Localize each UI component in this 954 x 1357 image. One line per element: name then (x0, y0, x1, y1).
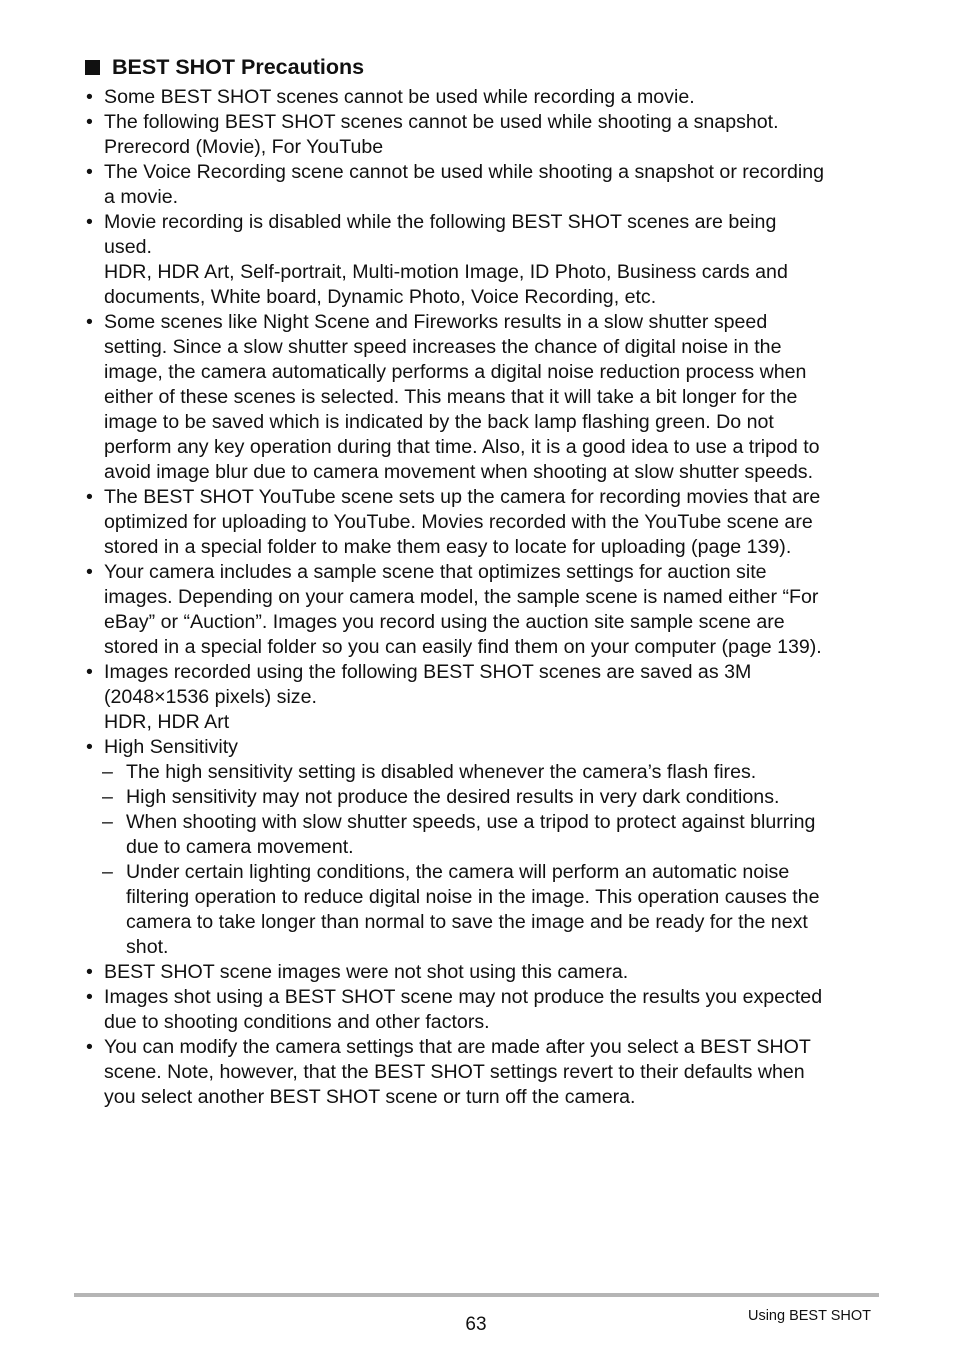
item-text: Movie recording is disabled while the following BEST SHOT scenes are being (104, 211, 777, 233)
item-text: filtering operation to reduce digital noise in the image. This operation causes the (126, 886, 820, 908)
item-text: setting. Since a slow shutter speed increases the chance of digital noise in the (104, 336, 782, 358)
list-item (86, 1035, 886, 1110)
item-text: Images recorded using the following BEST SHOT scenes are saved as 3M (104, 661, 752, 683)
list-item (86, 210, 886, 310)
precautions-list (86, 85, 886, 1110)
dash-marker: – (102, 861, 113, 883)
list-item (86, 960, 886, 985)
item-text: HDR, HDR Art (104, 711, 230, 733)
item-text: (2048×1536 pixels) size. (104, 686, 317, 708)
item-text: image to be saved which is indicated by the back lamp flashing green. Do not (104, 411, 774, 433)
bullet-marker: • (86, 111, 93, 133)
bullet-marker: • (86, 986, 93, 1008)
bullet-marker: • (86, 1036, 93, 1058)
bullet-marker: • (86, 311, 93, 333)
footer-divider (74, 1293, 879, 1297)
sub-list-item (86, 785, 886, 810)
item-text: avoid image blur due to camera movement when shooting at slow shutter speeds. (104, 461, 814, 483)
sub-list-item (86, 810, 886, 860)
bullet-marker: • (86, 161, 93, 183)
item-text: stored in a special folder to make them easy to locate for uploading (page 139). (104, 536, 792, 558)
list-item (86, 85, 886, 110)
item-text: The BEST SHOT YouTube scene sets up the camera for recording movies that are (104, 486, 821, 508)
list-item (86, 660, 886, 735)
list-item (86, 160, 886, 210)
list-item (86, 110, 886, 160)
bullet-marker: • (86, 211, 93, 233)
sub-list-item (86, 860, 886, 960)
item-text: optimized for uploading to YouTube. Movies recorded with the YouTube scene are (104, 511, 813, 533)
item-text: used. (104, 236, 152, 258)
item-text: scene. Note, however, that the BEST SHOT settings revert to their defaults when (104, 1061, 805, 1083)
item-text: image, the camera automatically performs a digital noise reduction process when (104, 361, 807, 383)
item-text: Your camera includes a sample scene that optimizes settings for auction site (104, 561, 767, 583)
item-text: camera to take longer than normal to save the image and be ready for the next (126, 911, 808, 933)
item-text: High sensitivity may not produce the desired results in very dark conditions. (126, 786, 780, 808)
page-number: 63 (465, 1314, 487, 1335)
section-title: BEST SHOT Precautions (112, 55, 365, 79)
bullet-marker: • (86, 561, 93, 583)
item-text: Some BEST SHOT scenes cannot be used while recording a movie. (104, 86, 695, 108)
item-text: either of these scenes is selected. This means that it will take a bit longer for the (104, 386, 798, 408)
item-text: a movie. (104, 186, 179, 208)
item-text: perform any key operation during that time. Also, it is a good idea to use a tripod to (104, 436, 820, 458)
sub-list-item (86, 760, 886, 785)
bullet-marker: • (86, 86, 93, 108)
bullet-marker: • (86, 736, 93, 758)
dash-marker: – (102, 811, 113, 833)
item-text: Some scenes like Night Scene and Fireworks results in a slow shutter speed (104, 311, 768, 333)
list-item (86, 485, 886, 560)
item-text: HDR, HDR Art, Self-portrait, Multi-motion Image, ID Photo, Business cards and (104, 261, 788, 283)
bullet-marker: • (86, 661, 93, 683)
square-bullet-icon (85, 60, 100, 75)
item-text: shot. (126, 936, 169, 958)
section-heading (85, 54, 364, 80)
item-text: due to camera movement. (126, 836, 354, 858)
item-text: documents, White board, Dynamic Photo, Voice Recording, etc. (104, 286, 657, 308)
item-text: stored in a special folder so you can easily find them on your computer (page 139). (104, 636, 822, 658)
item-text: The following BEST SHOT scenes cannot be used while shooting a snapshot. (104, 111, 779, 133)
footer-section-name: Using BEST SHOT (747, 1308, 871, 1324)
item-text: images. Depending on your camera model, the sample scene is named either “For (104, 586, 819, 608)
item-text: You can modify the camera settings that are made after you select a BEST SHOT (104, 1036, 811, 1058)
item-text: The high sensitivity setting is disabled whenever the camera’s flash fires. (126, 761, 757, 783)
list-item (86, 560, 886, 660)
item-text: due to shooting conditions and other factors. (104, 1011, 490, 1033)
list-item (86, 310, 886, 485)
item-text: eBay” or “Auction”. Images you record using the auction site sample scene are (104, 611, 785, 633)
item-text: The Voice Recording scene cannot be used while shooting a snapshot or recording (104, 161, 824, 183)
item-text: Under certain lighting conditions, the camera will perform an automatic noise (126, 861, 790, 883)
bullet-marker: • (86, 961, 93, 983)
item-text: High Sensitivity (104, 736, 238, 758)
dash-marker: – (102, 786, 113, 808)
list-item (86, 985, 886, 1035)
item-text: When shooting with slow shutter speeds, use a tripod to protect against blurring (126, 811, 816, 833)
dash-marker: – (102, 761, 113, 783)
item-text: Images shot using a BEST SHOT scene may not produce the results you expected (104, 986, 823, 1008)
item-text: Prerecord (Movie), For YouTube (104, 136, 384, 158)
bullet-marker: • (86, 486, 93, 508)
list-item (86, 735, 886, 760)
item-text: BEST SHOT scene images were not shot using this camera. (104, 961, 629, 983)
item-text: you select another BEST SHOT scene or turn off the camera. (104, 1086, 636, 1108)
